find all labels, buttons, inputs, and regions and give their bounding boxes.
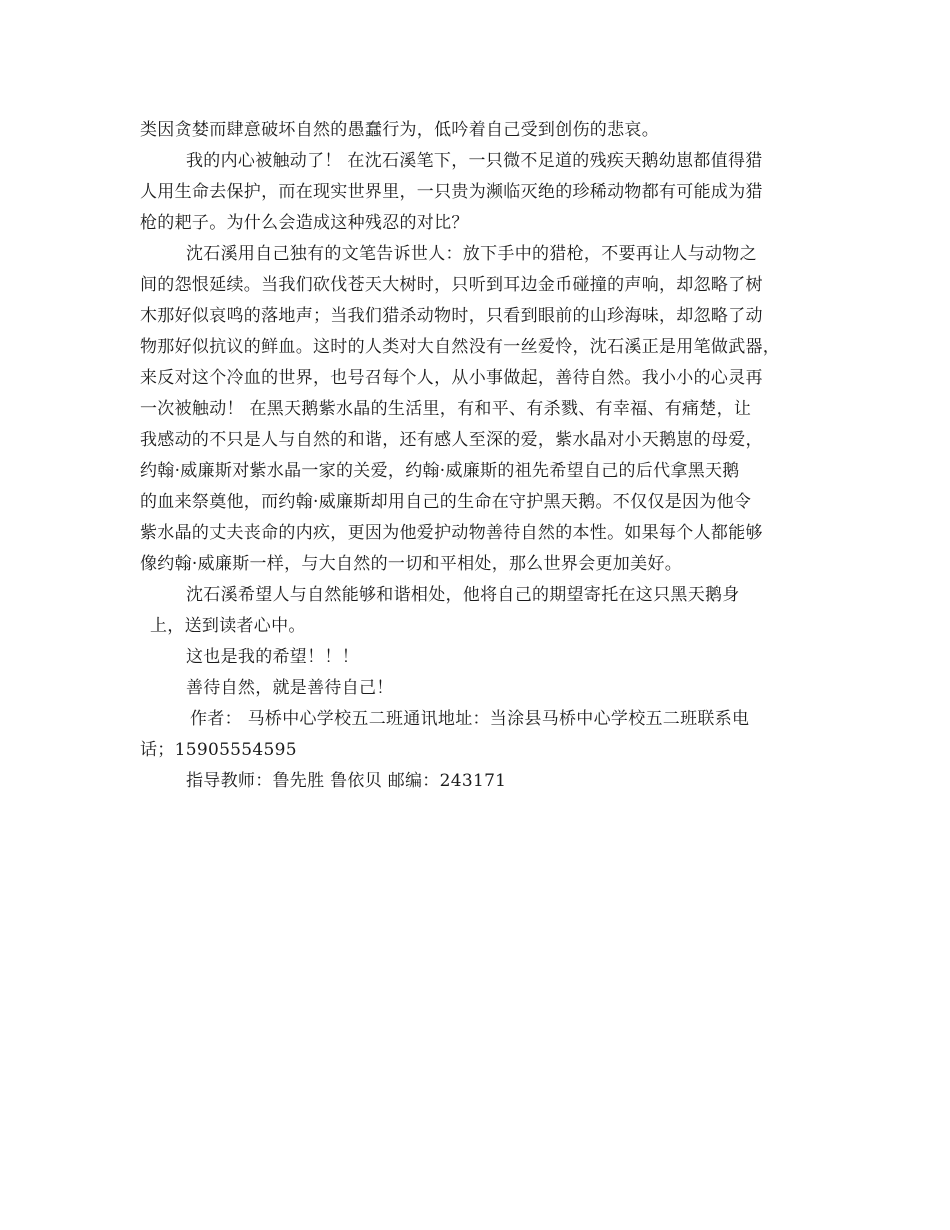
teacher-line: 指导教师：鲁先胜 鲁依贝 邮编：243171 <box>186 771 507 791</box>
text-line: 的血来祭奠他，而约翰·威廉斯却用自己的生命在守护黑天鹅。不仅仅是因为他令 <box>140 492 752 512</box>
text-line: 善待自然，就是善待自己！ <box>186 678 394 698</box>
text-line: 像约翰·威廉斯一样，与大自然的一切和平相处，那么世界会更加美好。 <box>140 554 683 574</box>
text-line: 约翰·威廉斯对紫水晶一家的关爱，约翰·威廉斯的祖先希望自己的后代拿黑天鹅 <box>140 461 740 481</box>
text-line: 枪的耙子。为什么会造成这种残忍的对比？ <box>140 213 469 233</box>
text-line: 沈石溪用自己独有的文笔告诉世人：放下手中的猎枪，不要再让人与动物之 <box>186 244 757 264</box>
text-line: 类因贪婪而肆意破坏自然的愚蠢行为，低吟着自己受到创伤的悲哀。 <box>140 120 659 140</box>
author-line: 作者： 马桥中心学校五二班通讯地址：当涂县马桥中心学校五二班联系电 <box>190 709 750 729</box>
text-line: 紫水晶的丈夫丧命的内疚，更因为他爱护动物善待自然的本性。如果每个人都能够 <box>140 523 763 543</box>
text-line: 这也是我的希望！！！ <box>186 647 359 667</box>
text-line: 我感动的不只是人与自然的和谐，还有感人至深的爱，紫水晶对小天鹅崽的母爱， <box>140 430 763 450</box>
text-line: 上，送到读者心中。 <box>150 616 306 636</box>
text-line: 我的内心被触动了！ 在沈石溪笔下，一只微不足道的残疾天鹅幼崽都值得猎 <box>186 151 763 171</box>
document-body <box>140 115 818 797</box>
text-line: 木那好似哀鸣的落地声；当我们猎杀动物时，只看到眼前的山珍海味，却忽略了动 <box>140 306 763 326</box>
text-line: 来反对这个冷血的世界，也号召每个人，从小事做起，善待自然。我小小的心灵再 <box>140 368 763 388</box>
text-line: 间的怨恨延续。当我们砍伐苍天大树时，只听到耳边金币碰撞的声响，却忽略了树 <box>140 275 763 295</box>
phone-line: 话；15905554595 <box>140 740 297 760</box>
text-line: 物那好似抗议的鲜血。这时的人类对大自然没有一丝爱怜，沈石溪正是用笔做武器， <box>140 337 781 357</box>
text-line: 一次被触动！ 在黑天鹅紫水晶的生活里，有和平、有杀戮、有幸福、有痛楚，让 <box>140 399 752 419</box>
text-line: 沈石溪希望人与自然能够和谐相处，他将自己的期望寄托在这只黑天鹅身 <box>186 585 740 605</box>
text-line: 人用生命去保护，而在现实世界里，一只贵为濒临灭绝的珍稀动物都有可能成为猎 <box>140 182 763 202</box>
